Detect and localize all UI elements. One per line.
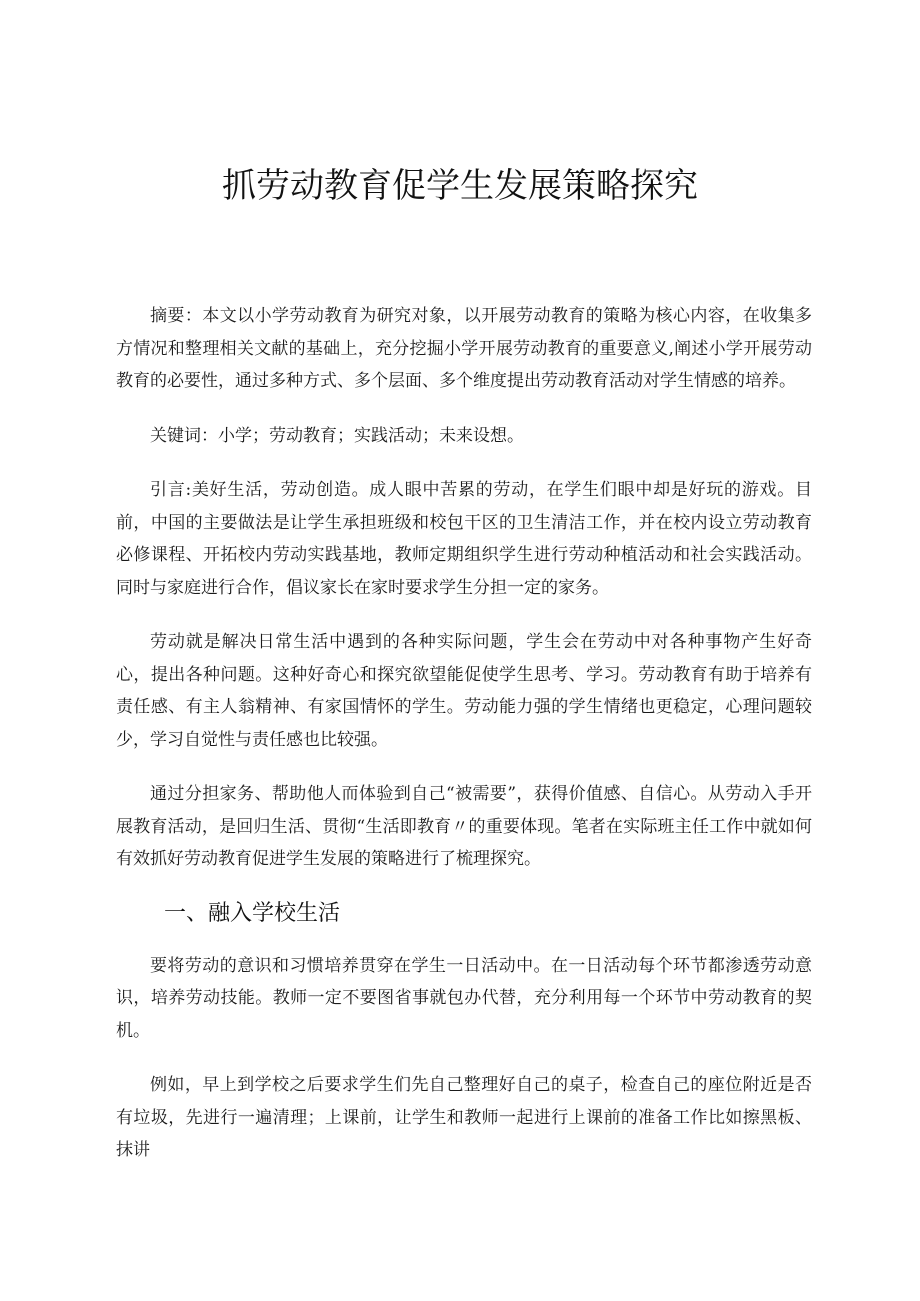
section-heading: 一、融入学校生活 [164,900,341,926]
introduction-paragraph: 引言:美好生活，劳动创造。成人眼中苦累的劳动，在学生们眼中却是好玩的游戏。目前，中国的主要做法是让学生承担班级和校包干区的卫生清洁工作，并在校内设立劳动教育必修课程、开拓校内劳动实践基地，教师定期组织学生进行劳动种植活动和社会实践活动。同时与家庭进行合作，倡议家长在家时要求学生分担一定的家务。 [116,480,812,598]
document-body [116,300,812,1189]
body-paragraph: 通过分担家务、帮助他人而体验到自己“被需要”，获得价值感、自信心。从劳动入手开展教育活动，是回归生活、贯彻“生活即教育〃的重要体现。笔者在实际班主任工作中就如何有效抓好劳动教育促进学生发展的策略进行了梳理探究。 [116,784,812,869]
abstract-paragraph: 摘要：本文以小学劳动教育为研究对象，以开展劳动教育的策略为核心内容，在收集多方情况和整理相关文献的基础上，充分挖掘小学开展劳动教育的重要意义,阐述小学开展劳动教育的必要性，通过多种方式、多个层面、多个维度提出劳动教育活动对学生情感的培养。 [116,306,812,391]
body-paragraph: 要将劳动的意识和习惯培养贯穿在学生一日活动中。在一日活动每个环节都渗透劳动意识，培养劳动技能。教师一定不要图省事就包办代替，充分利用每一个环节中劳动教育的契机。 [116,955,812,1041]
body-paragraph: 劳动就是解决日常生活中遇到的各种实际问题，学生会在劳动中对各种事物产生好奇心，提出各种问题。这种好奇心和探究欲望能促使学生思考、学习。劳动教育有助于培养有责任感、有主人翁精神、有家国情怀的学生。劳动能力强的学生情绪也更稳定，心理问题较少，学习自觉性与责任感也比较强。 [116,632,812,750]
body-paragraph: 例如，早上到学校之后要求学生们先自己整理好自己的桌子，检查自己的座位附近是否有垃圾，先进行一遍清理；上课前，让学生和教师一起进行上课前的准备工作比如擦黑板、抹讲 [116,1075,812,1160]
document-title: 抓劳动教育促学生发展策略探究 [222,166,698,206]
keywords-paragraph: 关键词：小学；劳动教育；实践活动；未来设想。 [150,425,524,446]
